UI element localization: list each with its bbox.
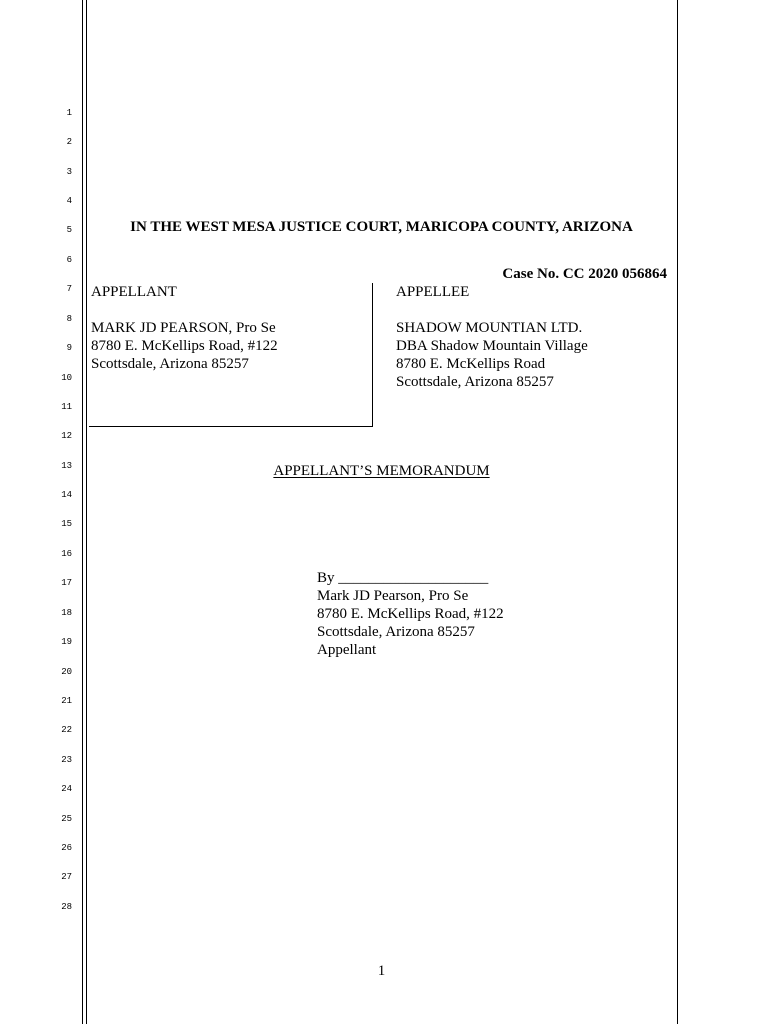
- caption-divider-vertical: [372, 283, 373, 427]
- line-number: 18: [61, 608, 72, 618]
- memorandum-title-text: APPELLANT’S MEMORANDUM: [273, 463, 490, 479]
- appellee-name: SHADOW MOUNTIAN LTD.: [396, 320, 583, 336]
- line-number: 9: [66, 343, 72, 353]
- line-number: 10: [61, 373, 72, 383]
- line-number: 4: [66, 196, 72, 206]
- signature-line: By ____________________: [317, 570, 489, 586]
- line-number: 3: [66, 167, 72, 177]
- appellee-city: Scottsdale, Arizona 85257: [396, 374, 554, 390]
- appellant-street: 8780 E. McKellips Road, #122: [91, 338, 278, 354]
- line-number: 13: [61, 461, 72, 471]
- appellee-label: APPELLEE: [396, 284, 470, 300]
- line-number: 24: [61, 784, 72, 794]
- signer-name: Mark JD Pearson, Pro Se: [317, 588, 469, 604]
- line-number: 12: [61, 431, 72, 441]
- line-number: 8: [66, 314, 72, 324]
- line-numbers: [0, 0, 74, 1024]
- line-number: 21: [61, 696, 72, 706]
- signer-street: 8780 E. McKellips Road, #122: [317, 606, 504, 622]
- left-margin-rule-inner: [86, 0, 87, 1024]
- line-number: 20: [61, 667, 72, 677]
- left-margin-rule-outer: [82, 0, 83, 1024]
- signature-block: [317, 569, 504, 659]
- line-number: 6: [66, 255, 72, 265]
- caption-divider-horizontal: [89, 426, 373, 427]
- line-number: 23: [61, 755, 72, 765]
- line-number: 15: [61, 519, 72, 529]
- line-number: 16: [61, 549, 72, 559]
- memorandum-title: [86, 462, 677, 480]
- appellant-label: APPELLANT: [91, 284, 177, 300]
- appellant-name: MARK JD PEARSON, Pro Se: [91, 320, 276, 336]
- appellant-block: [91, 319, 278, 373]
- line-number: 28: [61, 902, 72, 912]
- signer-city: Scottsdale, Arizona 85257: [317, 624, 475, 640]
- appellee-dba: DBA Shadow Mountain Village: [396, 338, 588, 354]
- case-number: Case No. CC 2020 056864: [502, 266, 667, 282]
- page-number: 1: [377, 963, 386, 979]
- line-number: 14: [61, 490, 72, 500]
- line-number: 7: [66, 284, 72, 294]
- appellee-street: 8780 E. McKellips Road: [396, 356, 546, 372]
- court-title: IN THE WEST MESA JUSTICE COURT, MARICOPA COUNTY, ARIZONA: [130, 219, 633, 235]
- line-number: 19: [61, 637, 72, 647]
- line-number: 25: [61, 814, 72, 824]
- line-number: 5: [66, 225, 72, 235]
- appellant-city: Scottsdale, Arizona 85257: [91, 356, 249, 372]
- line-number: 22: [61, 725, 72, 735]
- line-number: 17: [61, 578, 72, 588]
- line-number: 27: [61, 872, 72, 882]
- right-margin-rule: [677, 0, 678, 1024]
- appellee-block: [396, 319, 588, 391]
- line-number: 2: [66, 137, 72, 147]
- line-number: 11: [61, 402, 72, 412]
- line-number: 26: [61, 843, 72, 853]
- line-number: 1: [66, 108, 72, 118]
- signer-role: Appellant: [317, 642, 377, 658]
